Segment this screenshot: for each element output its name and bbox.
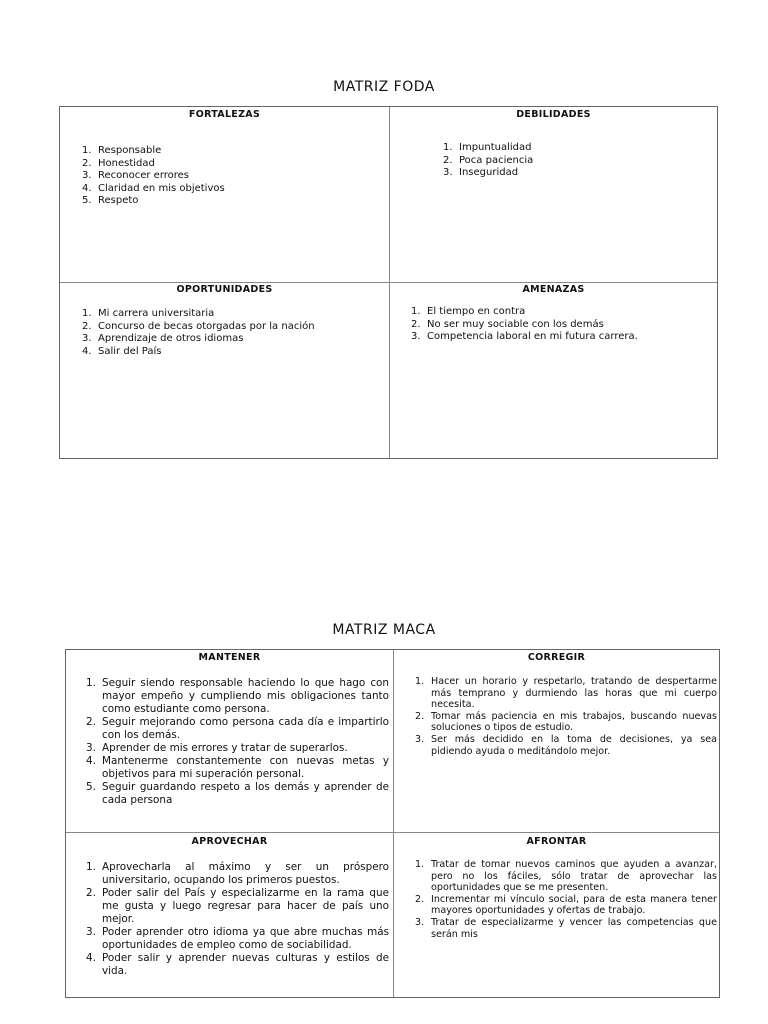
list-item xyxy=(82,158,379,171)
debilidades-cell xyxy=(390,107,717,283)
list-item-text: No ser muy sociable con los demás xyxy=(427,318,604,330)
list-item-text: Poder salir y aprender nuevas culturas y estilos de vida. xyxy=(102,952,389,977)
amenazas-header: AMENAZAS xyxy=(522,284,585,295)
list-item xyxy=(82,145,379,158)
list-item-text: Competencia laboral en mi futura carrera. xyxy=(427,331,638,342)
list-item-text: Tomar más paciencia en mis trabajos, buscando nuevas soluciones o tipos de estudio. xyxy=(431,710,717,734)
list-item xyxy=(443,142,707,155)
corregir-cell xyxy=(394,650,719,833)
list-item-number: 4. xyxy=(82,345,92,357)
list-item-text: Concurso de becas otorgadas por la nación xyxy=(98,320,315,332)
list-item-text: Hacer un horario y respetarlo, tratando de despertarme más temprano y durmiendo las horas que mi cuerpo necesita. xyxy=(431,676,717,711)
list-item xyxy=(82,333,379,346)
fortalezas-list xyxy=(82,145,379,208)
list-item-number: 1. xyxy=(82,308,92,319)
list-item-text: Tratar de tomar nuevos caminos que ayuden a avanzar, pero no los fáciles, sólo tratar de aprovechar las oportunidades que se me presenten. xyxy=(431,859,717,894)
aprovechar-cell xyxy=(66,833,394,997)
afrontar-header: AFRONTAR xyxy=(526,836,587,847)
list-item xyxy=(86,887,389,926)
list-item xyxy=(415,676,717,711)
list-item-number: 3. xyxy=(82,333,92,344)
list-item-number: 1. xyxy=(411,306,421,317)
list-item-text: Poder salir del País y especializarme en la rama que me gusta y luego regresar para hacer de país uno mejor. xyxy=(102,887,389,925)
list-item-text: Poder aprender otro idioma ya que abre muchas más oportunidades de empleo como de sociabilidad. xyxy=(102,926,389,951)
list-item xyxy=(86,677,389,716)
list-item-text: Seguir mejorando como persona cada día e impartirlo con los demás. xyxy=(102,716,389,741)
oportunidades-list xyxy=(82,308,379,358)
list-item-text: Seguir siendo responsable haciendo lo que hago con mayor empeño y cumpliendo mis obligaciones tanto como estudiante como persona. xyxy=(102,677,389,715)
mantener-header: MANTENER xyxy=(198,652,261,663)
list-item-text: Impuntualidad xyxy=(459,142,532,153)
amenazas-list xyxy=(411,306,707,344)
list-item-number: 4. xyxy=(82,182,92,194)
aprovechar-list xyxy=(86,861,389,978)
list-item xyxy=(86,716,389,742)
list-item xyxy=(82,346,379,359)
list-item-number: 3. xyxy=(86,926,96,938)
list-item-number: 2. xyxy=(415,893,425,905)
list-item xyxy=(415,859,717,894)
list-item-text: Respeto xyxy=(98,195,139,206)
list-item xyxy=(86,742,389,755)
list-item-text: Tratar de especializarme y vencer las competencias que serán mis xyxy=(431,916,717,940)
list-item-text: Claridad en mis objetivos xyxy=(98,182,225,194)
mantener-list xyxy=(86,677,389,807)
list-item xyxy=(86,861,389,887)
debilidades-header: DEBILIDADES xyxy=(516,109,591,120)
corregir-list xyxy=(415,676,717,757)
oportunidades-cell xyxy=(60,283,390,458)
list-item xyxy=(82,195,379,208)
list-item xyxy=(415,917,717,940)
list-item-text: Honestidad xyxy=(98,157,155,169)
list-item xyxy=(82,308,379,321)
list-item-text: Responsable xyxy=(98,145,162,156)
list-item-text: Seguir guardando respeto a los demás y aprender de cada persona xyxy=(102,781,389,806)
list-item-number: 2. xyxy=(443,154,453,166)
list-item-number: 3. xyxy=(86,742,96,754)
maca-table xyxy=(65,649,720,998)
list-item xyxy=(82,321,379,334)
list-item-number: 1. xyxy=(415,676,425,687)
list-item-text: Reconocer errores xyxy=(98,170,190,181)
maca-title: MATRIZ MACA xyxy=(332,622,436,638)
list-item-text: Salir del País xyxy=(98,345,162,357)
list-item-number: 4. xyxy=(86,952,96,964)
list-item-number: 3. xyxy=(415,916,425,928)
list-item-number: 3. xyxy=(411,331,421,342)
afrontar-cell xyxy=(394,833,719,997)
list-item xyxy=(443,155,707,168)
list-item-text: Poca paciencia xyxy=(459,154,534,166)
aprovechar-header: APROVECHAR xyxy=(191,836,268,847)
list-item xyxy=(82,183,379,196)
list-item-number: 4. xyxy=(86,755,96,767)
list-item-number: 3. xyxy=(82,170,92,181)
list-item-text: Aprendizaje de otros idiomas xyxy=(98,333,244,344)
list-item-number: 2. xyxy=(411,318,421,330)
oportunidades-header: OPORTUNIDADES xyxy=(176,284,273,295)
list-item xyxy=(86,926,389,952)
list-item-number: 2. xyxy=(86,887,96,899)
list-item xyxy=(86,952,389,978)
fortalezas-header: FORTALEZAS xyxy=(188,109,261,120)
list-item-text: Inseguridad xyxy=(459,167,519,178)
afrontar-list xyxy=(415,859,717,940)
list-item-text: Mi carrera universitaria xyxy=(98,308,215,319)
list-item-number: 5. xyxy=(86,781,96,793)
list-item xyxy=(415,894,717,917)
list-item-number: 1. xyxy=(86,861,96,873)
list-item-number: 2. xyxy=(82,157,92,169)
foda-title: MATRIZ FODA xyxy=(333,79,435,95)
list-item-number: 2. xyxy=(82,320,92,332)
list-item-number: 5. xyxy=(82,195,92,206)
list-item-number: 1. xyxy=(82,145,92,156)
list-item-number: 2. xyxy=(86,716,96,728)
list-item-text: Aprovecharla al máximo y ser un próspero universitario, ocupando los primeros puestos. xyxy=(102,861,389,886)
list-item-number: 1. xyxy=(415,859,425,870)
list-item xyxy=(415,734,717,757)
list-item xyxy=(86,781,389,807)
list-item xyxy=(86,755,389,781)
list-item-text: Mantenerme constantemente con nuevas metas y objetivos para mi superación personal. xyxy=(102,755,389,780)
fortalezas-cell xyxy=(60,107,390,283)
amenazas-cell xyxy=(390,283,717,458)
debilidades-list xyxy=(443,142,707,180)
list-item-number: 3. xyxy=(443,167,453,178)
foda-table xyxy=(59,106,718,459)
list-item-number: 1. xyxy=(443,142,453,153)
mantener-cell xyxy=(66,650,394,833)
list-item-number: 1. xyxy=(86,677,96,689)
list-item-text: El tiempo en contra xyxy=(427,306,526,317)
list-item xyxy=(415,711,717,734)
corregir-header: CORREGIR xyxy=(527,652,586,663)
list-item-number: 3. xyxy=(415,733,425,745)
list-item-text: Incrementar mi vínculo social, para de esta manera tener mayores oportunidades y ofertas de trabajo. xyxy=(431,893,717,917)
list-item-number: 2. xyxy=(415,710,425,722)
list-item xyxy=(411,306,707,319)
list-item-text: Ser más decidido en la toma de decisiones, ya sea pidiendo ayuda o meditándolo mejor. xyxy=(431,733,717,757)
list-item xyxy=(443,167,707,180)
list-item xyxy=(411,319,707,332)
list-item xyxy=(82,170,379,183)
list-item-text: Aprender de mis errores y tratar de superarlos. xyxy=(102,742,348,754)
list-item xyxy=(411,331,707,344)
